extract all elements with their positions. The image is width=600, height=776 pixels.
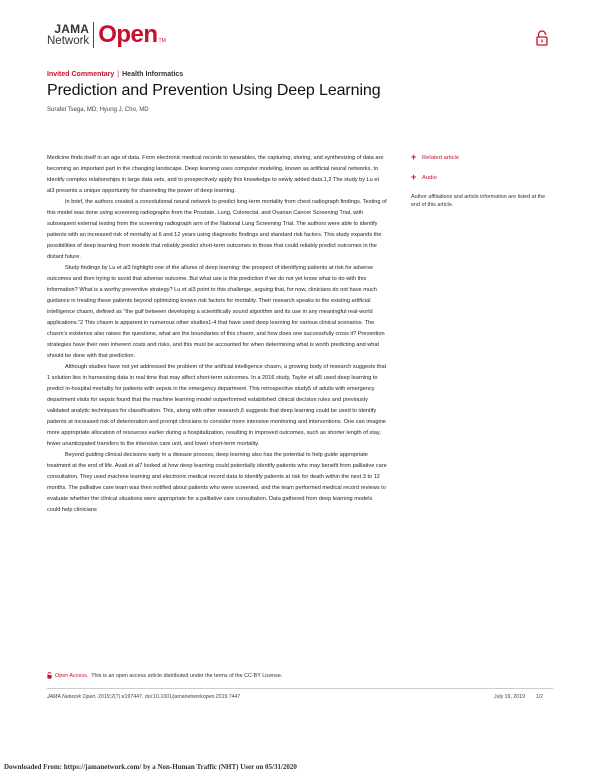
footer-page-number: 1/2 bbox=[535, 694, 543, 700]
open-access-label: Open Access. bbox=[55, 672, 89, 679]
plus-icon: + bbox=[411, 172, 417, 182]
footer-journal-name: JAMA Network Open. bbox=[47, 694, 97, 700]
footer-date-page bbox=[494, 694, 543, 700]
body-paragraph: Although studies have not yet addressed the problem of the artificial intelligence chasm, a growing body of research suggests that 1 solution lies in harnessing data in real time that may affect short-term outcomes. In a 2016 study, Taylor et al5 used deep learning to predict in-hospital mortality for patients with sepsis in the emergency department. This retrospective study5 of adults with emergency department visits for sepsis found that the machine learning model outperformed established clinical decision rules and previously validated analytic techniques for classification. This, along with other research,6 suggests that deep learning could be used to identify patients at increased risk of deterioration and prompt clinicians to consider more intensive monitoring and interventions. One can imagine more appropriate allocation of resources earlier during a hospitalization, resulting in improved outcomes, such as shorter length of stay, fewer unanticipated transfers to the intensive care unit, and lower short-term mortality. bbox=[47, 364, 387, 447]
logo-network-text: Network bbox=[47, 34, 90, 47]
audio-link[interactable] bbox=[411, 173, 551, 182]
author-affiliations-note: Author affiliations and article information are listed at the end of this article. bbox=[411, 194, 546, 208]
footer-date: July 19, 2019 bbox=[494, 694, 525, 700]
logo-trademark: TM bbox=[158, 38, 166, 44]
article-section-label bbox=[47, 71, 183, 78]
body-paragraph: Study findings by Lu et al3 highlight one of the allures of deep learning: the prospect of identifying patients at risk for adverse outcomes and then trying to avoid that adverse outcome. But what use is this prediction if we do not yet know what to do with this information? What is a worthy preventive strategy? Lu et al3 point to this challenge, arguing that, for now, clinicians do not have much guidance in treating these patients beyond optimizing known risk factors for mortality. Their research speaks to the existing artificial intelligence chasm, defined as “the gulf between developing a scientifically sound algorithm and its use in any meaningful real-world applications.”2 This chasm is apparent in numerous other studies1-4 that have used deep learning for various clinical scenarios. The chasm’s existence also raises the questions, what are the boundaries of this chasm, and how does one successfully cross it? Prevention strategies have their own inherent costs and risks, and this must be accounted for when determining what is worth predicting and what should be done with that prediction. bbox=[47, 265, 385, 359]
article-title: Prediction and Prevention Using Deep Learning bbox=[47, 82, 381, 99]
body-paragraph: Medicine finds itself in an age of data. From electronic medical records to wearables, the capturing, storing, and synthesizing of data are becoming an important part in the changing landscape. Deep learning uses computer modeling, known as artificial neural networks, to identify complex relationships in large data sets, and to prospectively apply this knowledge to newly added data.1,2 The study by Lu et al3 presents a unique opportunity for channeling the power of deep learning. bbox=[47, 155, 384, 194]
logo-divider bbox=[93, 22, 94, 48]
audio-label: Audio bbox=[422, 174, 437, 181]
article-body bbox=[47, 153, 387, 516]
article-category[interactable]: Invited Commentary bbox=[47, 71, 115, 78]
download-stamp: Downloaded From: https://jamanetwork.com/ by a Non-Human Traffic (NHT) User on 05/31/2020 bbox=[4, 763, 297, 771]
article-topic[interactable]: Health Informatics bbox=[122, 71, 184, 78]
logo-open-text: Open bbox=[98, 21, 158, 48]
body-paragraph: In brief, the authors created a convolutional neural network to predict long-term mortality from chest radiograph findings. Testing of this model was done using screening radiographs from the Prostate, Lung, Colorectal, and Ovarian Cancer Screening Trial, with subsequent external testing from the screening radiograph arm of the National Lung Screening Trial. The authors were able to identify patients with an increased risk of mortality at 6 and 12 years using diagnostic findings and standard risk factors. This study expands the possibilities of deep learning from models that reliably predict short-term outcomes to those that could reliably predict outcomes in the distant future. bbox=[47, 199, 387, 260]
open-access-text: This is an open access article distributed under the terms of the CC-BY License. bbox=[91, 672, 283, 679]
article-authors: Surafel Tsega, MD; Hyung J. Cho, MD bbox=[47, 107, 149, 113]
body-paragraph: Beyond guiding clinical decisions early in a disease process, deep learning also has the potential to help guide appropriate treatment at the end of life. Avati et al7 looked at how deep learning could potentially identify patients who may benefit from palliative care consultation. They used machine learning and electronic medical record data to identify patients at risk for death within the next 3 to 12 months. The palliative care team was then notified about patients who were screened, and the team performed medical record reviews to evaluate whether the clinical situations were appropriate for a palliative care consultation. Data gathered from deep learning models could help clinicians bbox=[47, 452, 387, 513]
related-article-link[interactable] bbox=[411, 153, 551, 162]
open-access-notice bbox=[47, 672, 282, 679]
footer-divider bbox=[47, 688, 553, 689]
footer-doi[interactable]: 2019;2(7):e197447. doi:10.1001/jamanetworkopen.2019.7447 bbox=[96, 694, 241, 700]
open-access-lock-icon bbox=[47, 672, 52, 679]
jama-network-open-logo bbox=[47, 22, 166, 48]
article-sidebar bbox=[411, 153, 551, 209]
footer-citation bbox=[47, 694, 240, 700]
logo-jama-text: JAMA bbox=[54, 21, 90, 36]
plus-icon: + bbox=[411, 152, 417, 162]
related-article-label: Related article bbox=[422, 154, 460, 161]
open-lock-icon bbox=[536, 30, 548, 46]
section-separator: | bbox=[117, 71, 120, 78]
